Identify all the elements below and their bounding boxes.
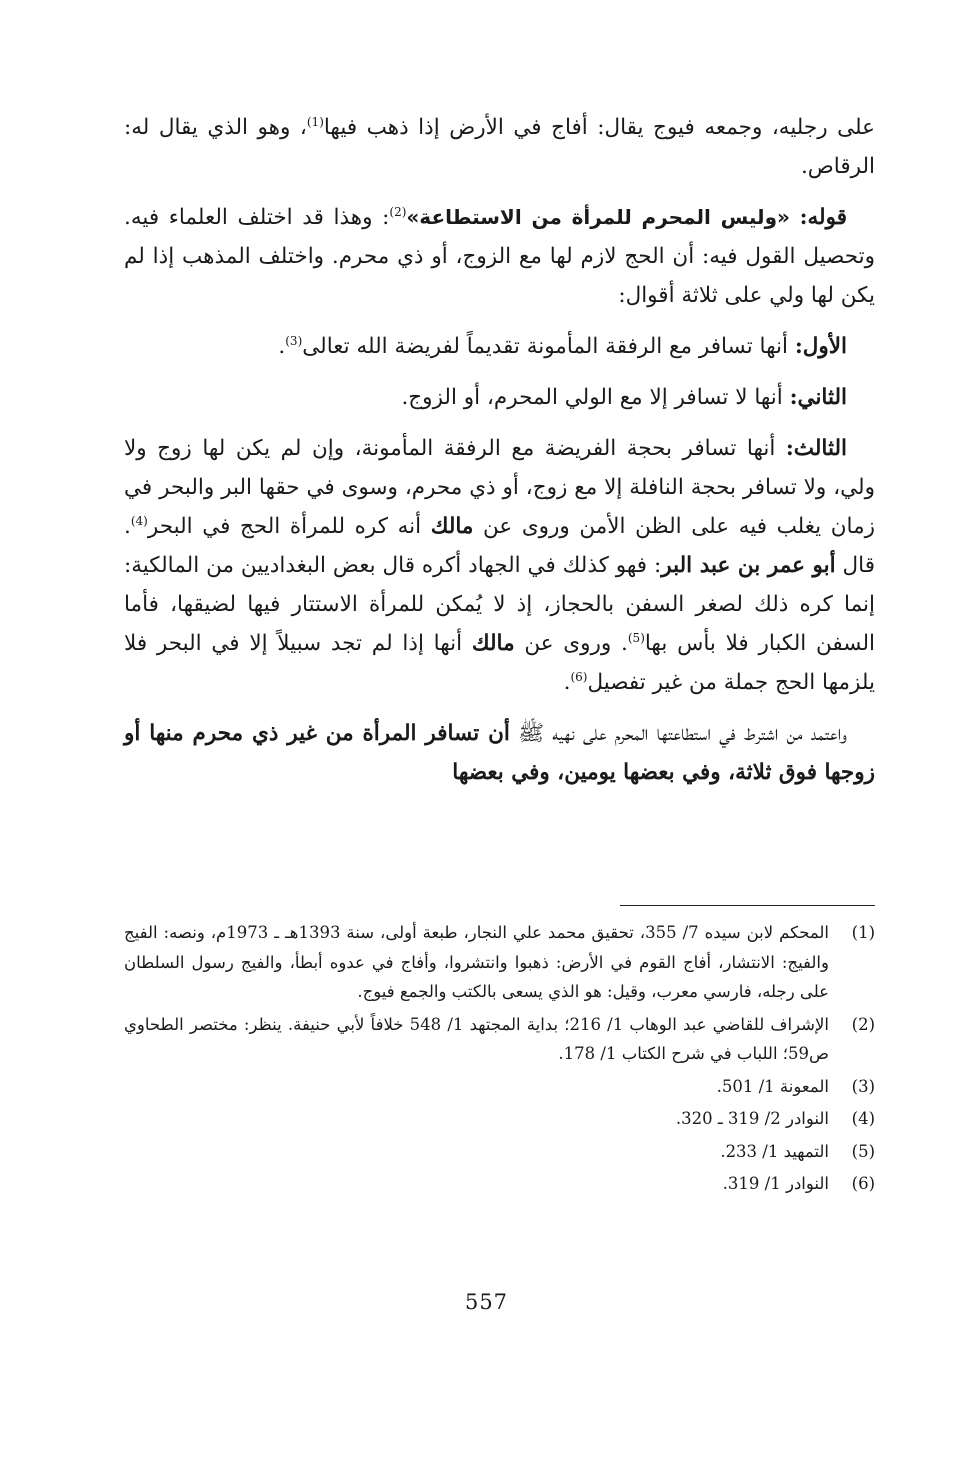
text-run: . قال (124, 514, 875, 578)
footnote-ref-2[interactable]: (2) (389, 204, 407, 219)
footnote-text: النوادر 1/ 319. (722, 1174, 829, 1193)
footnote-ref-6[interactable]: (6) (570, 669, 588, 684)
page-number: 557 (464, 1290, 509, 1314)
paragraph-2 (124, 198, 875, 315)
footnotes (124, 918, 875, 1202)
text-run: أنها تسافر بحجة الفريضة مع الرفقة المأمونة، وإن لم يكن لها زوج ولا ولي، ولا تسافر بحجة النافلة إلا مع زوج، أو ذي محرم، وسوى في حقها البر والبحر في زمان يغلب فيه على الظن الأمن وروى عن (124, 436, 875, 539)
footnote-number: (2) (851, 1014, 875, 1034)
footnote-number: (1) (851, 923, 875, 942)
footnote (124, 1169, 875, 1199)
footnote-ref-3[interactable]: (3) (285, 333, 303, 348)
text-run: على رجليه، وجمعه فيوج يقال: أفاج في الأرض إذا ذهب فيها (323, 115, 875, 140)
paragraph-4 (124, 378, 875, 417)
footnote-divider (620, 905, 875, 906)
text-run: . (278, 334, 286, 359)
footnote-ref-4[interactable]: (4) (130, 513, 148, 528)
text-run: أنه كره للمرأة الحج في البحر (147, 514, 431, 539)
text-run: أنها إذا لم تجد سبيلاً إلا في البحر فلا يلزمها الحج جملة من غير تفصيل (124, 631, 875, 695)
bold-lead: الأول: (794, 334, 847, 359)
text-run: واعتمد من اشترط في استطاعتها المحرم على نهيه ﷺ (509, 721, 847, 746)
paragraph-6 (124, 714, 875, 792)
bold-lead: قوله: (799, 205, 847, 230)
paragraph-5 (124, 429, 875, 702)
main-text (124, 108, 875, 792)
paragraph-3 (124, 327, 875, 366)
footnote-number: (4) (851, 1109, 875, 1128)
footnote (124, 1072, 875, 1102)
footnote-text: الإشراف للقاضي عبد الوهاب 1/ 216؛ بداية المجتهد 1/ 548 خلافاً لأبي حنيفة. ينظر: مختصر الطحاوي ص59؛ اللباب في شرح الكتاب 1/ 178. (124, 1014, 830, 1063)
footnote-number: (5) (851, 1141, 875, 1161)
footnote-number: (3) (851, 1076, 875, 1096)
bold-lead: الثالث: (785, 436, 847, 461)
text-run: . (563, 670, 571, 695)
footnote-number: (6) (851, 1174, 875, 1193)
bold-name: مالك (430, 514, 474, 539)
bold-name: مالك (471, 631, 515, 656)
footnote-text: النوادر 2/ 319 ـ 320. (675, 1109, 829, 1128)
footnote (124, 918, 875, 1007)
footnote-ref-1[interactable]: (1) (306, 114, 324, 129)
text-run: : فهو كذلك في الجهاد أكره قال بعض البغداديين من المالكية: إنما كره ذلك لصغر السفن بالحجاز، إذ لا يُمكن للمرأة الاستتار فيها لضيقها، فأما السفن الكبار فلا بأس بها (124, 553, 875, 656)
bold-lead: الثاني: (789, 385, 847, 410)
footnote-text: المعونة 1/ 501. (716, 1076, 829, 1096)
text-run: : وهذا قد اختلف العلماء فيه. وتحصيل القول فيه: أن الحج لازم لها مع الزوج، أو ذي محرم. واختلف المذهب إذا لم يكن لها ولي على ثلاثة أقوال: (124, 205, 875, 308)
text-run: أنها تسافر مع الرفقة المأمونة تقديماً لفريضة الله تعالى (302, 334, 795, 359)
bold-name: أبو عمر بن عبد البر (661, 553, 836, 578)
footnote-ref-5[interactable]: (5) (627, 630, 645, 645)
text-run: . وروى عن (514, 631, 628, 656)
footnote (124, 1104, 875, 1134)
paragraph-1 (124, 108, 875, 186)
text-run: أنها لا تسافر إلا مع الولي المحرم، أو الزوج. (401, 385, 790, 410)
text-run: ، وهو الذي يقال له: الرقاص. (124, 115, 875, 179)
footnote (124, 1137, 875, 1167)
footnote-text: المحكم لابن سيده 7/ 355، تحقيق محمد علي النجار، طبعة أولى، سنة 1393هـ ـ 1973م، ونصه: الفيج والفيج: الانتشار، أفاج القوم في الأرض: ذهبوا وانتشروا، وأفاج في عدوه أبطأ، والفيج رسول السلطان على رجله، فارسي معرب، وقيل: هو الذي يسعى بالكتب والجمع فيوج. (124, 923, 829, 1001)
bold-hadith: أن تسافر المرأة من غير ذي محرم منها أو زوجها فوق ثلاثة، وفي بعضها يومين، وفي بعضها (124, 721, 875, 785)
footnote (124, 1010, 875, 1069)
footnote-text: التمهيد 1/ 233. (720, 1141, 829, 1161)
quoted-text: «وليس المحرم للمرأة من الاستطاعة» (406, 205, 790, 229)
